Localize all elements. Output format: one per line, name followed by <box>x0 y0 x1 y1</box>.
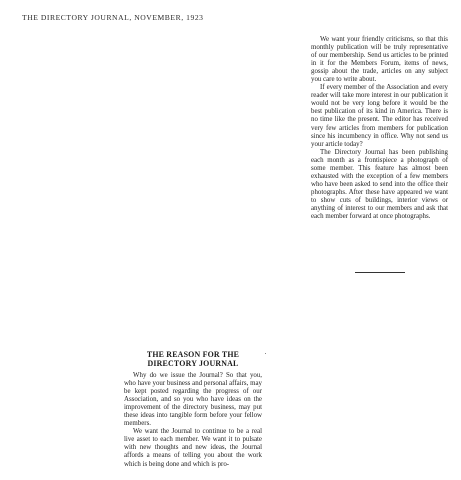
paragraph: Why do we issue the Journal? So that you, who have your business and personal affairs, may be kept posted regarding the progress of our Association, and so you who have ideas on the improvement of the directory business, may put these ideas into tangible form before your fellow members. <box>124 372 262 428</box>
heading-line: DIRECTORY JOURNAL <box>147 359 239 368</box>
left-column <box>124 350 262 469</box>
article-heading <box>124 350 262 368</box>
running-head: THE DIRECTORY JOURNAL, NOVEMBER, 1923 <box>22 13 204 22</box>
right-column <box>311 36 448 221</box>
paragraph: The Directory Journal has been publishing each month as a frontispiece a photograph of some member. This feature has almost been exhausted with the exception of a few members who have been asked to send into the office their photographs. After these have appeared we want to show cuts of buildings, interior views or anything of interest to our members and ask that each member forward at once photographs. <box>311 148 448 221</box>
paragraph: We want your friendly criticisms, so that this monthly publication will be truly representative of our membership. Send us articles to be printed in it for the Members Forum, items of news, gossip about the trade, articles on any subject you care to write about. <box>311 36 448 84</box>
section-end-rule <box>355 272 405 273</box>
paragraph: If every member of the Association and every reader will take more interest in our publication it would not be very long before it would be the best publication of its kind in America. There is no time like the present. The editor has received very few articles from members for publication since his incumbency in office. Why not send us your article today? <box>311 84 449 148</box>
heading-line: THE REASON FOR THE <box>146 350 240 359</box>
print-speck <box>265 353 266 354</box>
paragraph: We want the Journal to continue to be a real live asset to each member. We want it to pulsate with new thoughts and new ideas, the Journal affords a means of telling you about the work which is being done and which is pro- <box>124 428 262 468</box>
